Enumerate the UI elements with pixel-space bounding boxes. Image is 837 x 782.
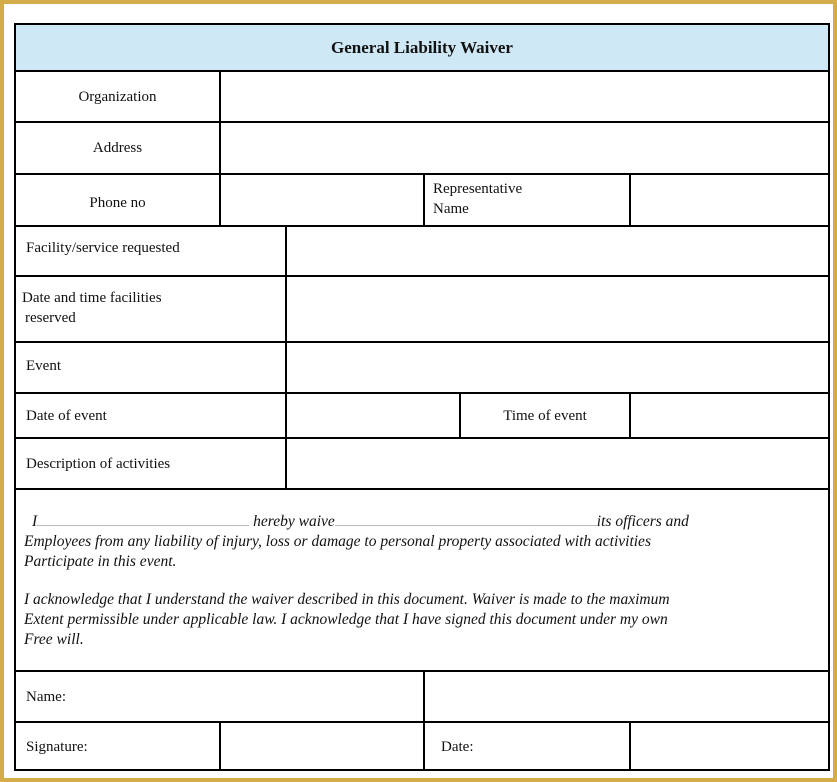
waiver-line-1 [24, 511, 814, 532]
waiver-line1-start: I [32, 513, 38, 530]
description-field[interactable] [287, 439, 828, 488]
waiver-line-5: Extent permissible under applicable law. I acknowledge that I have signed this document under my own [24, 611, 668, 628]
column-divider [423, 173, 425, 225]
representative-label-line1: Representative [433, 181, 523, 197]
organization-field[interactable] [221, 72, 828, 121]
datetime-label-line1: Date and time facilities [22, 290, 162, 306]
address-field[interactable] [221, 123, 828, 173]
date-field[interactable] [631, 723, 828, 771]
facility-label: Facility/service requested [26, 240, 180, 256]
facility-field[interactable] [287, 227, 828, 275]
signature-field[interactable] [221, 723, 423, 771]
representative-label-line2: Name [433, 201, 469, 217]
event-field[interactable] [287, 343, 828, 392]
waiver-party-blank[interactable] [335, 511, 597, 526]
form-title: General Liability Waiver [331, 38, 513, 57]
datetime-reserved-label [22, 288, 285, 341]
form-title-bar [16, 25, 828, 71]
waiver-line1-mid: hereby waive [253, 513, 335, 530]
date-of-event-field[interactable] [287, 394, 459, 437]
row-divider [16, 488, 828, 490]
waiver-name-blank[interactable] [37, 511, 249, 526]
organization-label: Organization [78, 88, 157, 105]
waiver-statement [24, 511, 814, 650]
name-label: Name: [26, 688, 66, 705]
representative-name-field[interactable] [631, 175, 828, 225]
waiver-line-6: Free will. [24, 631, 84, 648]
description-label: Description of activities [26, 455, 171, 472]
phone-field[interactable] [221, 175, 423, 225]
datetime-label-line2: reserved [25, 310, 76, 326]
address-label: Address [92, 140, 143, 156]
datetime-reserved-field[interactable] [287, 277, 828, 341]
event-label: Event [26, 357, 61, 374]
name-field[interactable] [425, 672, 828, 721]
representative-name-label [433, 179, 629, 223]
signature-label: Signature: [26, 739, 88, 755]
waiver-line-4: I acknowledge that I understand the waiver described in this document. Waiver is made to the maximum [24, 591, 670, 608]
time-of-event-field[interactable] [631, 394, 828, 437]
date-label: Date: [441, 739, 474, 755]
waiver-line-3: Participate in this event. [24, 553, 177, 570]
date-of-event-label: Date of event [26, 407, 107, 424]
waiver-form [14, 23, 830, 771]
time-of-event-label: Time of event [503, 407, 587, 424]
phone-label: Phone no [89, 195, 146, 211]
waiver-line-2: Employees from any liability of injury, loss or damage to personal property associated with activities [24, 533, 651, 550]
waiver-line1-end: its officers and [596, 513, 689, 530]
